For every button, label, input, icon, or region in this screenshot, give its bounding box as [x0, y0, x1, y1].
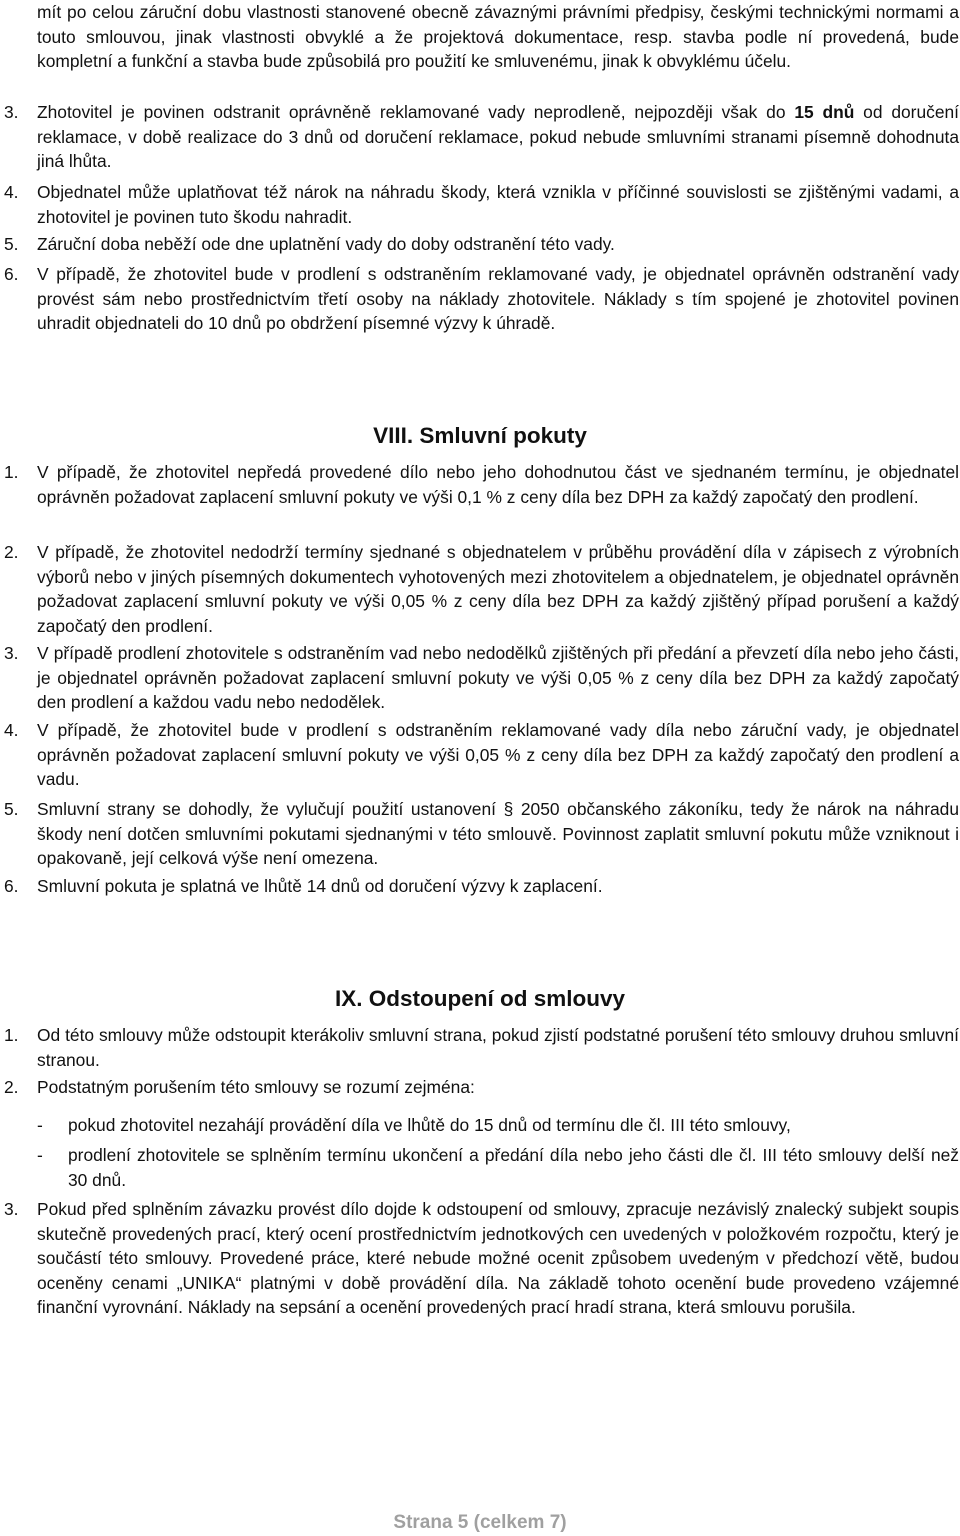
list-item [4, 641, 959, 715]
section-heading: VIII. Smluvní pokuty [373, 423, 587, 448]
list-item [4, 540, 959, 638]
item-number: 2. [4, 542, 19, 562]
item-text-part: Zhotovitel je povinen odstranit oprávněně reklamované vady neprodleně, nejpozději však do [37, 102, 795, 122]
item-text: Objednatel může uplatňovat též nárok na náhradu škody, která vznikla v příčinné souvislosti se zjištěnými vadami, a zhotovitel je povinen tuto škodu nahradit. [37, 182, 959, 227]
item-text: V případě, že zhotovitel nedodrží termíny sjednané s objednatelem v průběhu provádění díla v zápisech z výrobních výborů nebo v jiných písemných dokumentech vyhotovených mezi zhotovitelem a objednatelem, je objednatel oprávněn požadovat zaplacení smluvní pokuty ve výši 0,05 % z ceny díla bez DPH za každý zjištěný případ porušení a každý započatý den prodlení. [37, 542, 959, 636]
list-item [4, 797, 959, 871]
list-item [4, 1023, 959, 1072]
list-item [4, 1075, 959, 1100]
item-text: V případě, že zhotovitel bude v prodlení s odstraněním reklamované vady díla nebo záruční vady, je objednatel oprávněn požadovat zaplacení smluvní pokuty ve výši 0,05 % z ceny díla bez DPH za každý započatý den prodlení a vadu. [37, 720, 959, 789]
list-item [4, 262, 959, 336]
item-text: Záruční doba neběží ode dne uplatnění vady do doby odstranění této vady. [37, 234, 615, 254]
list-item [4, 460, 959, 509]
paragraph-continuation: mít po celou záruční dobu vlastnosti stanovené obecně závaznými právními předpisy, českými technickými normami a touto smlouvou, jinak vlastnosti obvyklé a že projektová dokumentace, resp. stavba podle ní provedená, bude kompletní a funkční a stavba bude způsobilá pro použití ke smluvenému, jinak k obvyklému účelu. [37, 2, 959, 71]
list-item [4, 100, 959, 174]
item-number: 4. [4, 720, 19, 740]
item-number: 4. [4, 182, 19, 202]
bullet-item [37, 1113, 959, 1138]
bullet-text: pokud zhotovitel nezahájí provádění díla ve lhůtě do 15 dnů od termínu dle čl. III této smlouvy, [68, 1115, 791, 1135]
bullet-text: prodlení zhotovitele se splněním termínu ukončení a předání díla nebo jeho části dle čl. III této smlouvy delší než 30 dnů. [68, 1145, 959, 1190]
item-text: Smluvní strany se dohodly, že vylučují použití ustanovení § 2050 občanského zákoníku, tedy že nárok na náhradu škody není dotčen smluvními pokutami sjednanými v této smlouvě. Povinnost zaplatit smluvní pokutu může vzniknout i opakovaně, její celková výše není omezena. [37, 799, 959, 868]
list-item [4, 232, 959, 257]
item-number: 5. [4, 799, 19, 819]
item-text-bold: 15 dnů [794, 102, 855, 122]
item-number: 5. [4, 234, 19, 254]
bullet-item [37, 1143, 959, 1192]
item-number: 6. [4, 876, 19, 896]
item-text: Od této smlouvy může odstoupit kterákoliv smluvní strana, pokud zjistí podstatné porušení této smlouvy druhou smluvní stranou. [37, 1025, 959, 1070]
item-number: 3. [4, 102, 19, 122]
item-number: 1. [4, 1025, 19, 1045]
list-item [4, 180, 959, 229]
item-text: V případě prodlení zhotovitele s odstraněním vad nebo nedodělků zjištěných při předání a převzetí díla nebo jeho části, je objednatel oprávněn požadovat zaplacení smluvní pokuty ve výši 0,05 % z ceny díla bez DPH za každý započatý den prodlení a každou vadu nebo nedodělek. [37, 643, 959, 712]
item-number: 6. [4, 264, 19, 284]
page-footer: Strana 5 (celkem 7) [393, 1512, 567, 1533]
item-text [37, 100, 959, 174]
item-text-part: od doručení reklamace, v době realizace do 3 dnů od doručení reklamace, pokud nebude smluvními stranami písemně dohodnuta jiná lhůta. [37, 102, 959, 171]
item-number: 3. [4, 643, 19, 663]
bullet-dash: - [37, 1115, 43, 1135]
item-number: 1. [4, 462, 19, 482]
section-heading: IX. Odstoupení od smlouvy [334, 986, 626, 1011]
list-item [4, 874, 959, 899]
item-text: V případě, že zhotovitel bude v prodlení s odstraněním reklamované vady, je objednatel oprávněn odstranění vady provést sám nebo prostřednictvím třetí osoby na náklady zhotovitele. Náklady s tím spojené je zhotovitel povinen uhradit objednateli do 10 dnů po obdržení písemné výzvy k úhradě. [37, 264, 959, 333]
item-number: 3. [4, 1199, 19, 1219]
item-text: Pokud před splněním závazku provést dílo dojde k odstoupení od smlouvy, zpracuje nezávislý znalecký subjekt soupis skutečně provedených prací, který ocení prostřednictvím jednotkových cen uvedených v položkovém rozpočtu, který je součástí této smlouvy. Provedené práce, které nebude možné ocenit způsobem uvedeným v předchozí větě, budou oceněny cenami „UNIKA“ platnými v době provádění díla. Na základě tohoto ocenění bude provedeno vzájemné finanční vyrovnání. Náklady na sepsání a ocenění provedených prací hradí strana, která smlouvu porušila. [37, 1199, 959, 1317]
item-text: Smluvní pokuta je splatná ve lhůtě 14 dnů od doručení výzvy k zaplacení. [37, 876, 603, 896]
list-item [4, 718, 959, 792]
item-number: 2. [4, 1077, 19, 1097]
list-item [4, 1197, 959, 1320]
bullet-dash: - [37, 1145, 43, 1165]
item-text: Podstatným porušením této smlouvy se rozumí zejména: [37, 1077, 475, 1097]
item-text: V případě, že zhotovitel nepředá provedené dílo nebo jeho dohodnutou část ve sjednaném termínu, je objednatel oprávněn požadovat zaplacení smluvní pokuty ve výši 0,1 % z ceny díla bez DPH za každý započatý den prodlení. [37, 462, 959, 507]
